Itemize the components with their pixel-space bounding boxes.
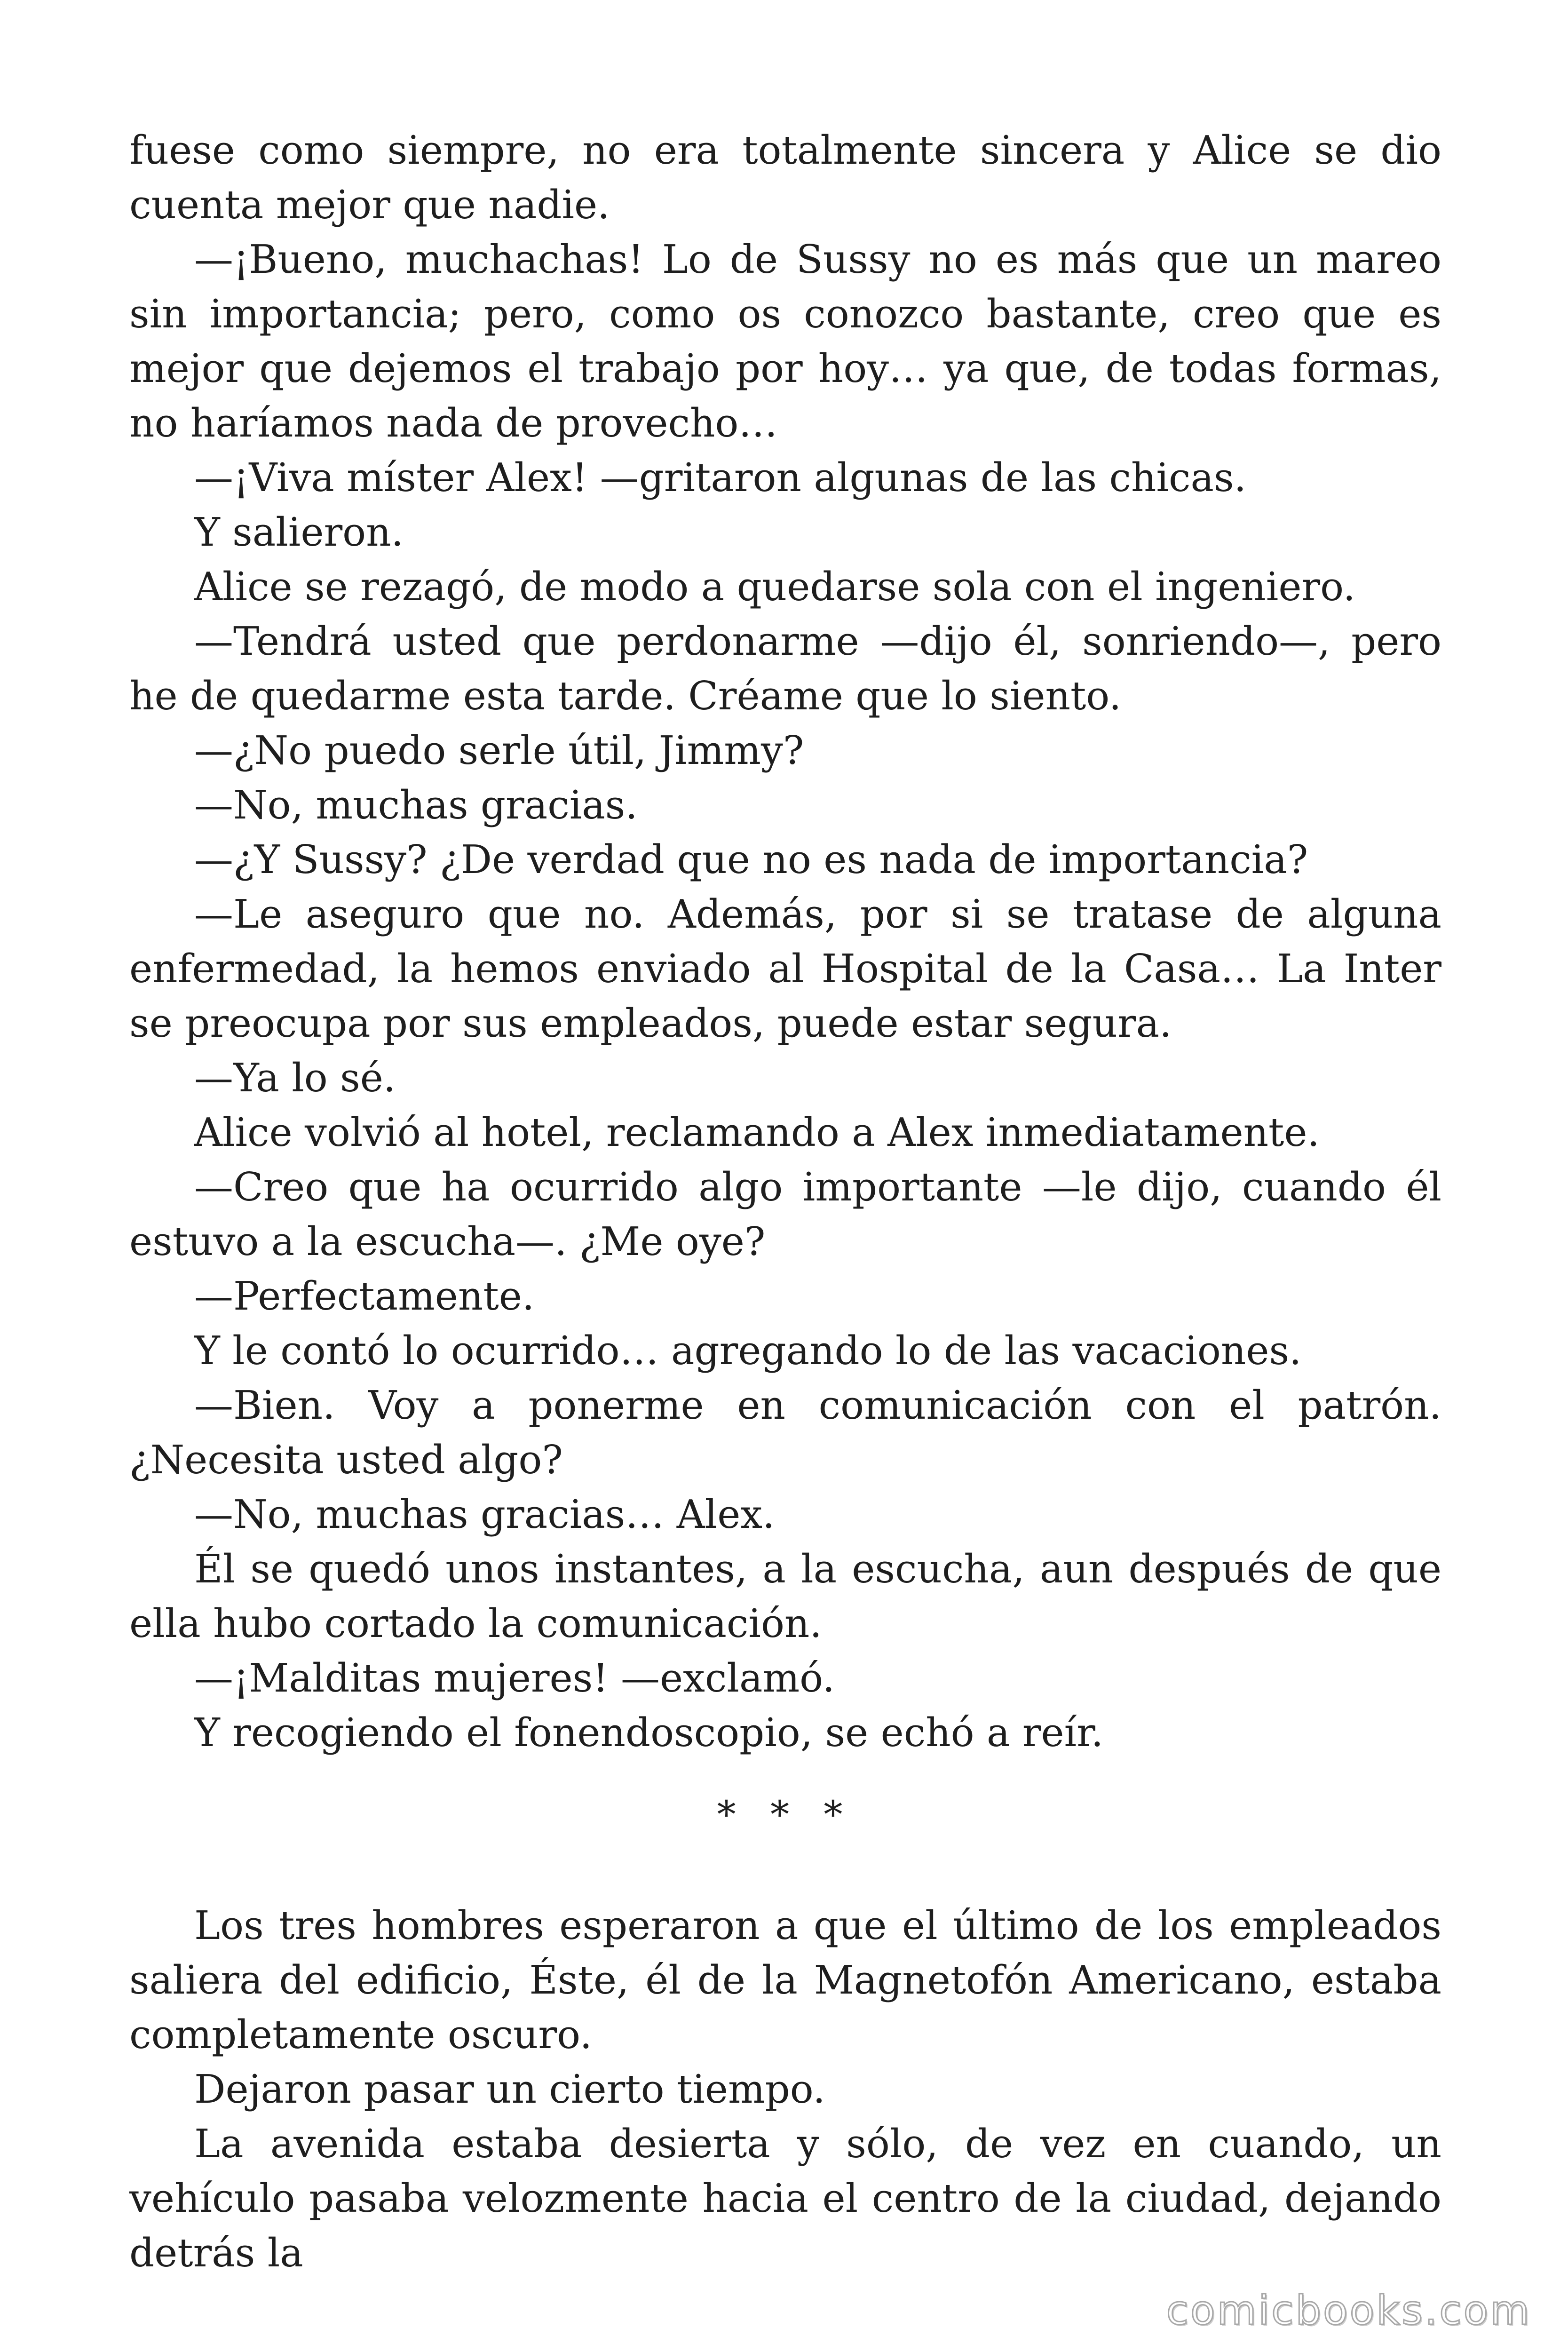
paragraph: Y salieron. (194, 509, 404, 555)
paragraph: —¡Bueno, muchachas! Lo de Sussy no es más que un mareo sin importancia; pero, como os conozco bastante, creo que es mejor que dejemos el trabajo por hoy… ya que, de todas formas, no haríamos nada de provecho… (129, 237, 1441, 446)
paragraph: —¿No puedo serle útil, Jimmy? (194, 728, 804, 773)
paragraph: Alice volvió al hotel, reclamando a Alex inmediatamente. (194, 1110, 1320, 1155)
paragraph: —Perfectamente. (194, 1273, 535, 1319)
paragraph: fuese como siempre, no era totalmente sincera y Alice se dio cuenta mejor que nadie. (129, 127, 1441, 228)
paragraph: —Ya lo sé. (194, 1055, 396, 1101)
paragraph: La avenida estaba desierta y sólo, de vez en cuando, un vehículo pasaba velozmente hacia el centro de la ciudad, dejando detrás la (129, 2121, 1441, 2276)
paragraph: —No, muchas gracias. (194, 782, 638, 828)
paragraph: —¡Malditas mujeres! —exclamó. (194, 1655, 835, 1701)
paragraph: —Le aseguro que no. Además, por si se tratase de alguna enfermedad, la hemos enviado al Hospital de la Casa… La Inter se preocupa por sus empleados, puede estar segura. (129, 891, 1441, 1046)
watermark: comicbooks.com (1166, 2287, 1531, 2334)
paragraph: —¿Y Sussy? ¿De verdad que no es nada de importancia? (194, 837, 1308, 882)
paragraph: Y recogiendo el fonendoscopio, se echó a reír. (194, 1710, 1104, 1756)
paragraph: —¡Viva míster Alex! —gritaron algunas de las chicas. (194, 455, 1246, 501)
paragraph: —Bien. Voy a ponerme en comunicación con el patrón. ¿Necesita usted algo? (129, 1383, 1441, 1483)
paragraph: Dejaron pasar un cierto tiempo. (194, 2066, 825, 2112)
paragraph: —Tendrá usted que perdonarme —dijo él, sonriendo—, pero he de quedarme esta tarde. Créame que lo siento. (129, 619, 1441, 719)
paragraph: Alice se rezagó, de modo a quedarse sola con el ingeniero. (194, 564, 1356, 610)
paragraph: Y le contó lo ocurrido… agregando lo de las vacaciones. (194, 1328, 1302, 1374)
paragraph: —Creo que ha ocurrido algo importante —le dijo, cuando él estuvo a la escucha—. ¿Me oye? (129, 1164, 1441, 1264)
scene-break: * * * (717, 1793, 854, 1836)
paragraph: —No, muchas gracias… Alex. (194, 1492, 775, 1537)
paragraph: Los tres hombres esperaron a que el último de los empleados saliera del edificio, Éste, él de la Magnetofón Americano, estaba completamente oscuro. (129, 1903, 1441, 2058)
paragraph: Él se quedó unos instantes, a la escucha, aun después de que ella hubo cortado la comunicación. (129, 1546, 1441, 1646)
body-text (129, 123, 1441, 2280)
